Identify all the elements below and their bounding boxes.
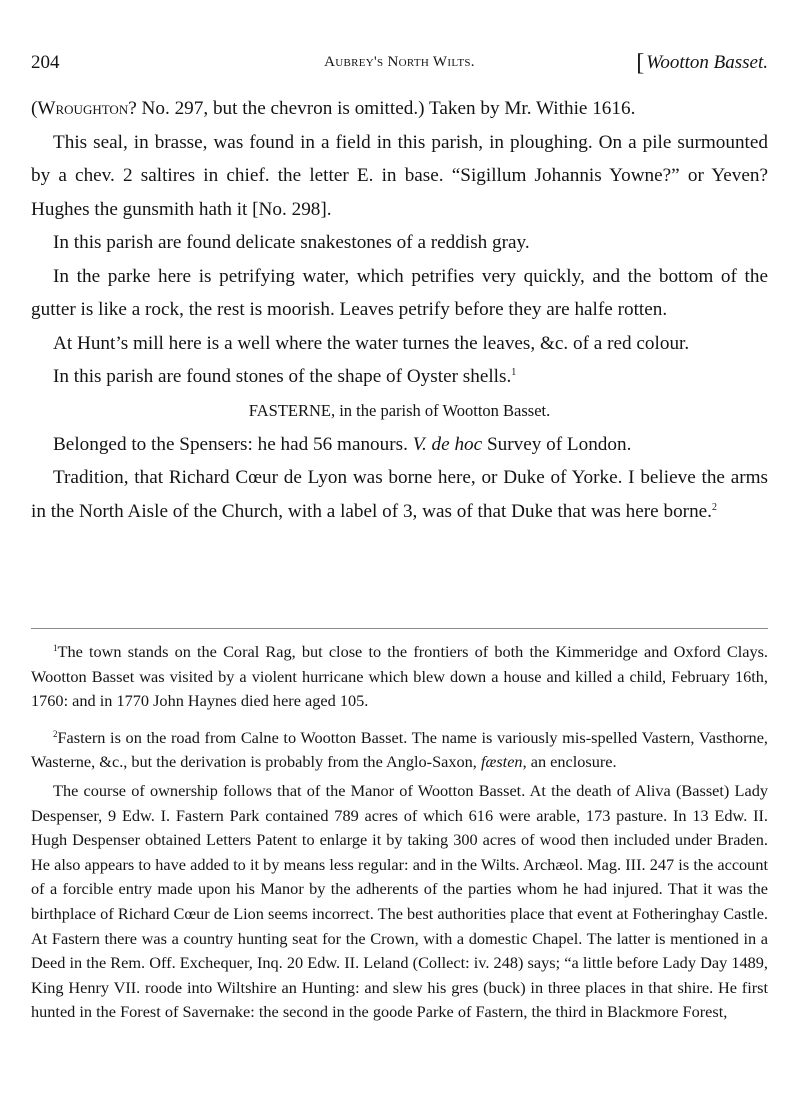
footnote-2: $^2$Fastern is on the road from Calne to Wootton Basset. The name is variously mis-spelled Vastern, Vasthorne, Wasterne, &c., but the derivation is probably from the Anglo-Saxon, fæsten, an enclosure. [31,727,768,772]
footnote-mark-2: 2 [53,728,58,739]
footnotes [31,640,768,1025]
footnote-2-continuation: The course of ownership follows that of the Manor of Wootton Basset. At the death of Aliva (Basset) Lady Despenser, 9 Edw. I. Fastern Park contained 789 acres of which 616 were arable, 173 pasture. In 13 Edw. II. Hugh Despenser obtained Letters Patent to enlarge it by taking 300 acres of wood then included under Braden. He also appears to have added to it by means less regular: and in the Wilts. Archæol. Mag. III. 247 is the account of a forcible entry made upon his Manor by the adherents of the parties whom he had injured. That it was the birthplace of Richard Cœur de Lion seems incorrect. The best authorities place that event at Fotheringhay Castle. At Fastern there was a country hunting seat for the Crown, with a domestic Chapel. The latter is mentioned in a Deed in the Rem. Off. Exchequer, Inq. 20 Edw. II. Leland (Collect: iv. 248) says; “a little before Lady Day 1489, King Henry VII. roode into Wiltshire an Hunting: and slew his gres (buck) in three places in that shire. He first hunted in the Forest of Savernake: the second in the goode Parke of Fastern, the third in Blackmore Forest, [31,780,768,1022]
running-header [31,52,768,78]
paragraph-8: Tradition, that Richard Cœur de Lyon was borne here, or Duke of Yorke. I believe the arms in the North Aisle of the Church, with a label of 3, was of that Duke that was here borne.$^2$ [31,467,768,522]
footnote-1: $^1$The town stands on the Coral Rag, but close to the frontiers of both the Kimmeridge and Oxford Clays. Wootton Basset was visited by a violent hurricane which blew down a house and killed a child, February 16th, 1760: and in 1770 John Haynes died here aged 105. [31,642,768,711]
running-title: Aubrey's North Wilts. [324,54,475,70]
paragraph-7: Belonged to the Spensers: he had 56 manours. V. de hoc Survey of London. [53,433,632,455]
paragraph-2: This seal, in brasse, was found in a field in this parish, in ploughing. On a pile surmounted by a chev. 2 saltires in chief. the letter E. in base. “Sigillum Johannis Yowne?” or Yeven? Hughes the gunsmith hath it [No. 298]. [31,131,768,220]
section-place-text: Wootton Basset. [646,52,768,73]
main-text [31,92,768,528]
paragraph-5: At Hunt’s mill here is a well where the water turnes the leaves, &c. of a red colour. [53,332,690,354]
paragraph-1: (Wroughton? No. 297, but the chevron is omitted.) Taken by Mr. Withie 1616. [31,98,636,119]
footnote-ref-2[interactable]: 2 [711,501,717,513]
page-number: 204 [31,52,60,73]
italic-word: fæsten [480,752,523,772]
smallcaps-name: Wroughton [37,98,129,119]
footnote-divider [31,628,768,629]
paragraph-6: In this parish are found stones of the shape of Oyster shells.$^1$ [53,366,517,387]
paragraph-4: In the parke here is petrifying water, which petrifies very quickly, and the bottom of the gutter is like a rock, the rest is moorish. Leaves petrify before they are halfe rotten. [31,265,768,320]
bracket-glyph: [ [636,50,645,76]
section-heading: FASTERNE, in the parish of Wootton Basset. [248,400,551,420]
section-place [636,52,768,74]
paragraph-3: In this parish are found delicate snakestones of a reddish gray. [53,232,530,253]
italic-phrase: V. de hoc [412,433,483,455]
footnote-ref-1[interactable]: 1 [511,367,517,378]
footnote-mark-1: 1 [53,643,58,653]
